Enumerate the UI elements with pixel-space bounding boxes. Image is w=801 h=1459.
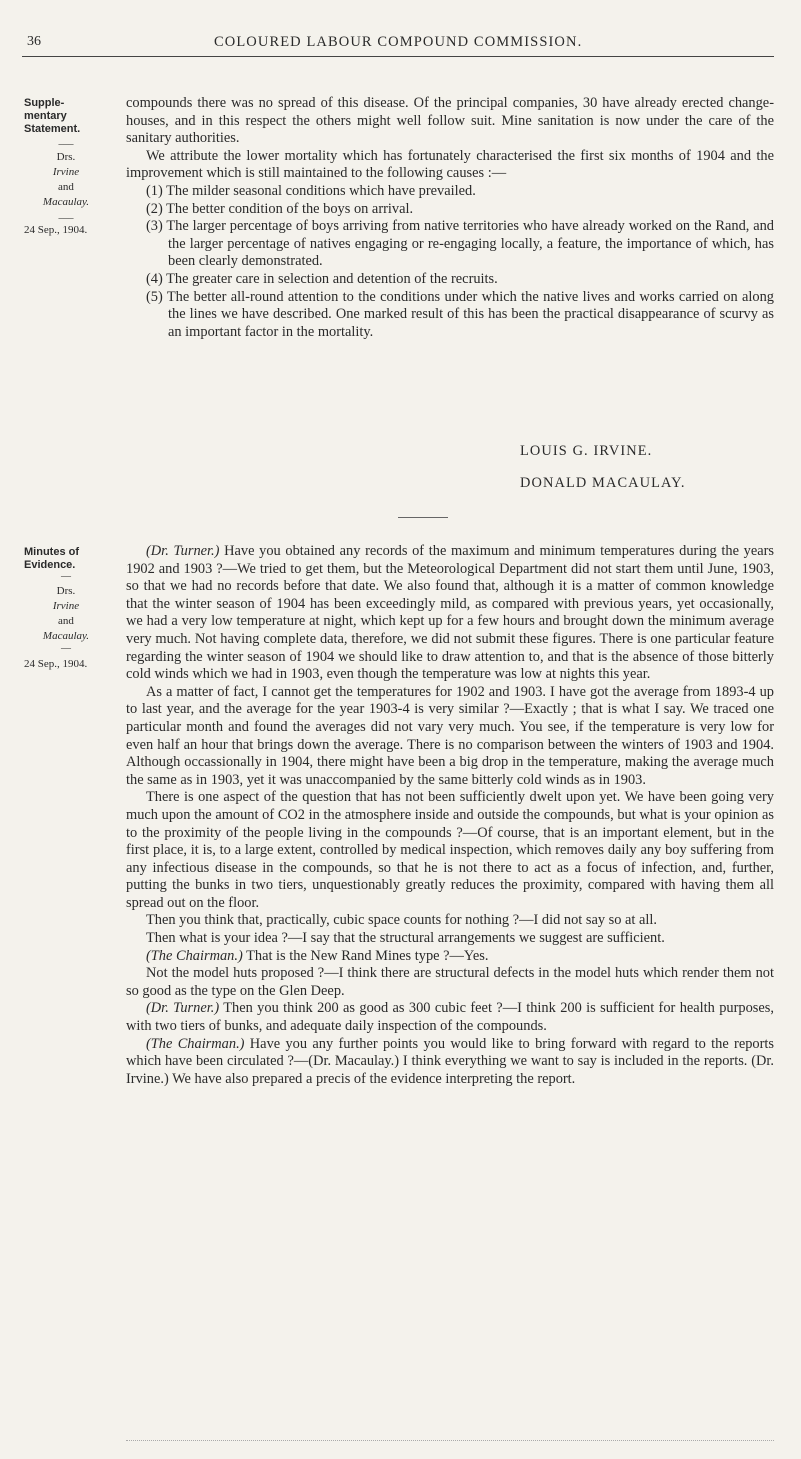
- margin-authors: Macaulay.: [42, 196, 90, 208]
- page-bottom-rule: [126, 1440, 774, 1441]
- paragraph: There is one aspect of the question that has not been sufficiently dwelt upon yet. We have been going very much upon the amount of CO2 in the atmosphere inside and outside the compounds, but what is your opinion as to the proximity of the people living in the compounds ?—Of course, that is an important element, but in the first place, it is, to a large extent, controlled by medical inspection, which removes daily any boy suffering from any infectious disease in the compounds, so that he is not there to act as a focus of infection, and, further, putting the bunks in two tiers, unquestionably greatly reduces the proximity, compared with having them all spread out on the floor.: [126, 789, 774, 911]
- paragraph: (Dr. Turner.) Have you obtained any records of the maximum and minimum temperatures during the years 1902 and 1903 ?—We tried to get them, but the Meteorological Department did not start them until June, 1903, so that we had no records before that date. We also found that, although it is a matter of common knowledge that the winter season of 1904 has been exceedingly mild, as compared with previous years, yet occasionally, we had a very low temperature at night, which kept up for a few hours and brought down the minimum average very much. Not having complete data, therefore, we did not submit these figures. There is one particular feature regarding the winter season of 1904 we should like to draw attention to, and that is the absence of those bitterly cold winds which we had in 1903, even though the temperature was low at nights this year.: [126, 543, 774, 683]
- speaker: (The Chairman.): [146, 947, 243, 964]
- list-item: (3) The larger percentage of boys arriving from native territories who have already worked on the Rand, and the larger percentage of natives engaging or re-engaging locally, a feature, the importance of which, has been clearly demonstrated.: [146, 218, 774, 270]
- signature: DONALD MACAULAY.: [520, 475, 686, 491]
- paragraph: Then you think that, practically, cubic space counts for nothing ?—I did not say so at all.: [146, 912, 658, 929]
- margin-heading-line: Statement.: [24, 123, 81, 135]
- supplementary-statement-body: [126, 95, 774, 341]
- list-item: (1) The milder seasonal conditions which have prevailed.: [146, 182, 476, 199]
- supplementary-statement-margin-note: Supple- mentary Statement. ___ Drs. Irvine and Macaulay. ___ 24 Sep., 1904.: [24, 97, 108, 238]
- margin-authors: Macaulay.: [42, 630, 90, 642]
- margin-authors: Irvine: [52, 600, 80, 612]
- minutes-of-evidence-body: [126, 543, 774, 1088]
- list-item: (4) The greater care in selection and detention of the recruits.: [146, 270, 498, 287]
- speaker: (Dr. Turner.): [146, 543, 220, 559]
- page-number: 36: [27, 34, 41, 49]
- running-title: COLOURED LABOUR COMPOUND COMMISSION.: [214, 34, 583, 50]
- paragraph: Then what is your idea ?—I say that the structural arrangements we suggest are sufficient.: [146, 930, 665, 947]
- list-item: (2) The better condition of the boys on arrival.: [146, 200, 414, 217]
- speaker: (The Chairman.): [146, 1035, 245, 1052]
- margin-heading-line: Supple-: [24, 97, 65, 109]
- margin-authors: Drs.: [56, 585, 76, 597]
- margin-date: 24 Sep., 1904.: [24, 224, 88, 236]
- margin-authors: and: [58, 181, 74, 193]
- section-divider: [398, 517, 448, 518]
- margin-date: 24 Sep., 1904.: [24, 658, 88, 670]
- speaker: (Dr. Turner.): [146, 1000, 220, 1017]
- margin-authors: Drs.: [56, 151, 76, 163]
- margin-authors: Irvine: [52, 166, 80, 178]
- paragraph: (The Chairman.) That is the New Rand Mines type ?—Yes.: [146, 947, 489, 964]
- margin-heading-line: Minutes of: [24, 546, 79, 558]
- margin-heading-line: Evidence.: [24, 559, 76, 571]
- causes-list: [126, 183, 774, 341]
- paragraph: We attribute the lower mortality which has fortunately characterised the first six months of 1904 and the improvement which is still maintained to the following causes :—: [126, 147, 774, 182]
- margin-heading-line: mentary: [24, 110, 67, 122]
- minutes-of-evidence-margin-note: Minutes of Evidence. — Drs. Irvine and Macaulay. — 24 Sep., 1904.: [24, 546, 108, 672]
- paragraph: (The Chairman.) Have you any further points you would like to bring forward with regard to the reports which have been circulated ?—(Dr. Macaulay.) I think everything we want to say is included in the reports. (Dr. Irvine.) We have also prepared a precis of the evidence interpreting the report.: [126, 1035, 774, 1087]
- paragraph: compounds there was no spread of this disease. Of the principal companies, 30 have already erected change-houses, and in this respect the others might well follow suit. Mine sanitation is now under the care of the sanitary authorities.: [126, 95, 774, 147]
- paragraph: As a matter of fact, I cannot get the temperatures for 1902 and 1903. I have got the average from 1893-4 up to last year, and the average for the year 1903-4 is very similar ?—Exactly ; that is what I say. We traced one particular month and found the averages did not vary very much. You see, if the temperature is very low for even half an hour that brings down the average. There is no comparison between the winters of 1903 and 1904. Although occassionally in 1904, there might have been a big drop in the temperature, making the average much the same as in 1903, yet it was unaccompanied by the same bitterly cold winds as in 1903.: [126, 683, 774, 788]
- header-rule: [22, 56, 774, 57]
- paragraph: Not the model huts proposed ?—I think there are structural defects in the model huts which render them not so good as the type on the Glen Deep.: [126, 965, 774, 999]
- margin-authors: and: [58, 615, 74, 627]
- list-item: (5) The better all-round attention to the conditions under which the native lives and works carried on along the lines we have described. One marked result of this has been the practical disappearance of scurvy as an important factor in the mortality.: [146, 288, 774, 340]
- page-header: [0, 34, 801, 56]
- paragraph: (Dr. Turner.) Then you think 200 as good as 300 cubic feet ?—I think 200 is sufficient for health purposes, with two tiers of bunks, and adequate daily inspection of the compounds.: [126, 1000, 774, 1035]
- signature: LOUIS G. IRVINE.: [520, 443, 653, 459]
